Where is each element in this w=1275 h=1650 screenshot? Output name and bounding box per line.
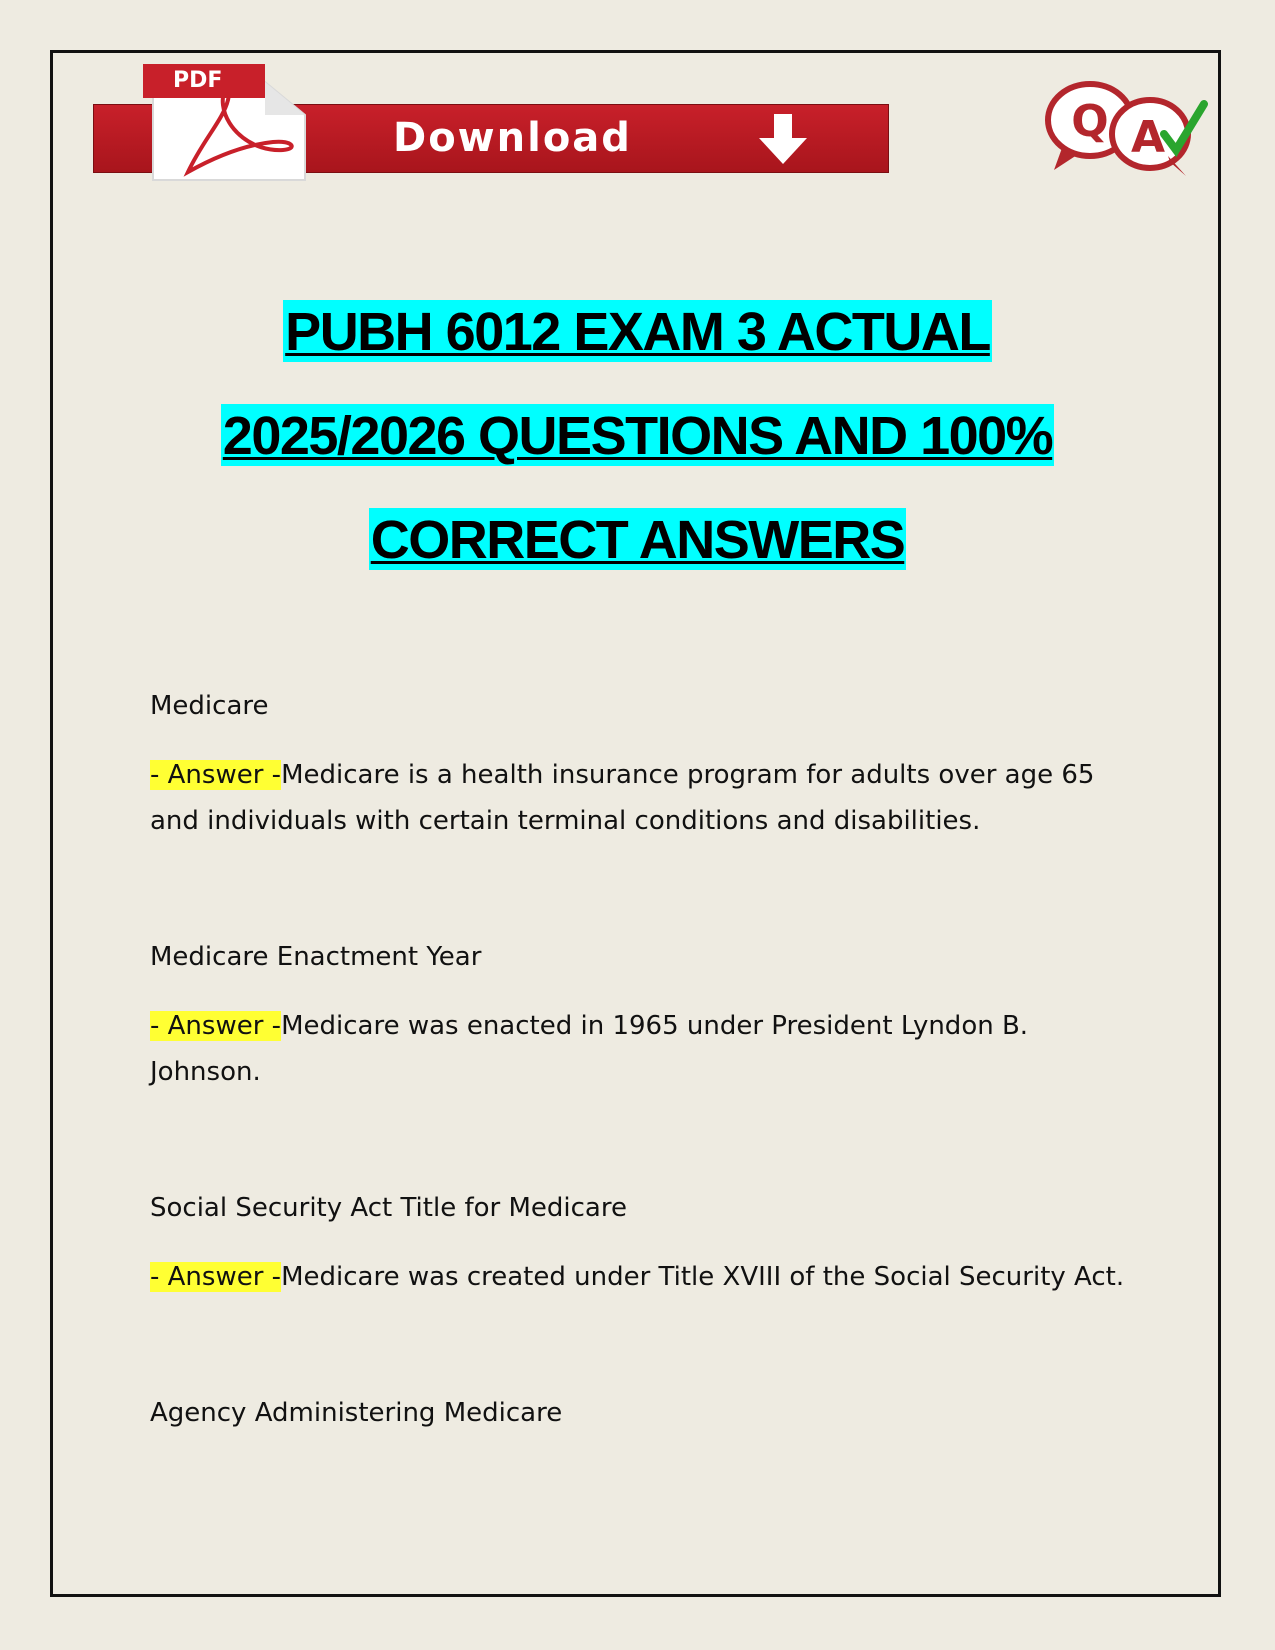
answer-body: Medicare was created under Title XVIII of the Social Security Act. xyxy=(281,1262,1125,1292)
qa-list xyxy=(150,688,1140,1459)
download-arrow-icon xyxy=(753,112,813,167)
answer-prefix: - Answer - xyxy=(150,760,282,790)
answer-prefix: - Answer - xyxy=(150,1262,282,1292)
pdf-download-banner[interactable] xyxy=(93,60,887,185)
a-letter: A xyxy=(1130,112,1166,163)
title-line-3: CORRECT ANSWERS xyxy=(370,510,905,570)
title-line-2: 2025/2026 QUESTIONS AND 100% xyxy=(222,406,1053,466)
title-line-1: PUBH 6012 EXAM 3 ACTUAL xyxy=(285,302,990,362)
question-text: Medicare Enactment Year xyxy=(150,942,482,972)
question-text: Medicare xyxy=(150,691,269,721)
qa-logo-icon xyxy=(1040,78,1210,178)
pdf-document-icon xyxy=(143,60,308,182)
answer-prefix: - Answer - xyxy=(150,1011,282,1041)
qa-item xyxy=(150,939,1140,1095)
q-letter: Q xyxy=(1071,96,1109,147)
pdf-label: PDF xyxy=(143,64,265,98)
question-text: Social Security Act Title for Medicare xyxy=(150,1193,627,1223)
answer-text xyxy=(150,1254,1140,1300)
qa-item xyxy=(150,688,1140,844)
question-text: Agency Administering Medicare xyxy=(150,1398,563,1428)
qa-item xyxy=(150,1190,1140,1300)
download-label: Download xyxy=(393,115,632,161)
answer-text xyxy=(150,1003,1140,1095)
answer-text xyxy=(150,752,1140,844)
answer-body: Medicare is a health insurance program for adults over age 65 and individuals with certain terminal conditions and disabilities. xyxy=(150,760,1095,836)
answer-body: Medicare was enacted in 1965 under President Lyndon B. Johnson. xyxy=(150,1011,1029,1087)
document-title xyxy=(60,300,1215,612)
qa-item xyxy=(150,1395,1140,1431)
